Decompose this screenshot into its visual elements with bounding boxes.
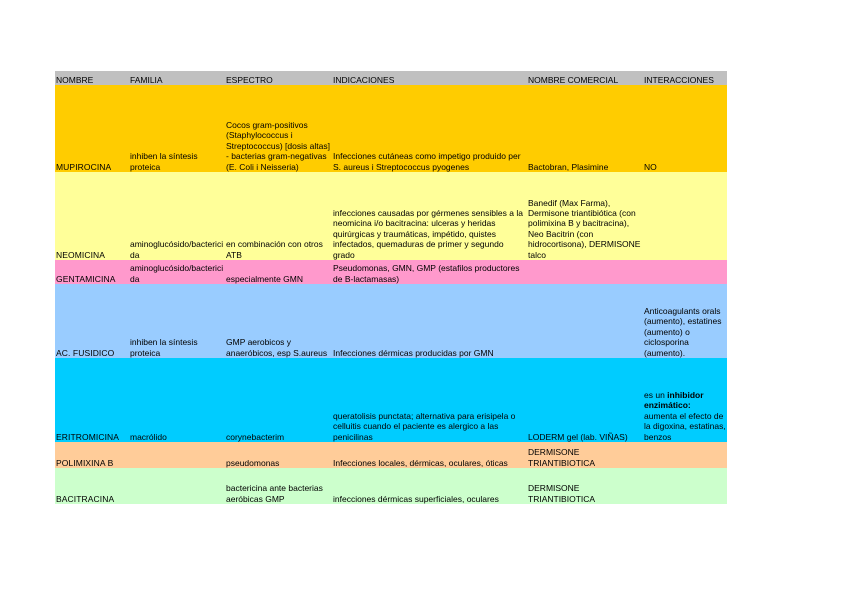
interacciones-bold: inhibidor enzimático: bbox=[644, 389, 704, 411]
cell-nombre-comercial bbox=[527, 260, 643, 284]
header-nombre: NOMBRE bbox=[55, 71, 129, 85]
cell-interacciones: NO bbox=[644, 161, 657, 172]
cell-espectro: en combinación con otros ATB bbox=[226, 239, 323, 260]
table-row-mupirocina bbox=[55, 85, 727, 172]
table-row-eritromicina bbox=[55, 358, 727, 442]
cell-indicaciones: queratolisis punctata; alternativa para erisipela o celluitis cuando el paciente es alergico a las penicilinas bbox=[333, 410, 516, 442]
cell-familia bbox=[129, 468, 225, 504]
cell-indicaciones: Infecciones dérmicas producidas por GMN bbox=[333, 347, 494, 358]
cell-familia: aminoglucósido/bactericida bbox=[130, 263, 224, 284]
header-indicaciones: INDICACIONES bbox=[332, 71, 527, 85]
header-familia: FAMILIA bbox=[129, 71, 225, 85]
cell-nombre: NEOMICINA bbox=[56, 249, 106, 260]
cell-indicaciones: Infecciones cutáneas como impetigo produido per S. aureus i Streptococcus pyogenes bbox=[333, 151, 521, 172]
cell-nombre: ERITROMICINA bbox=[56, 431, 120, 442]
antibiotics-table bbox=[55, 71, 727, 504]
cell-nombre-comercial bbox=[527, 284, 643, 358]
header-interacciones: INTERACCIONES bbox=[643, 71, 727, 85]
table-row-neomicina bbox=[55, 172, 727, 260]
table-row-polimixina-b bbox=[55, 442, 727, 468]
header-nombre-comercial: NOMBRE COMERCIAL bbox=[527, 71, 643, 85]
cell-espectro: pseudomonas bbox=[226, 457, 280, 468]
cell-interacciones bbox=[643, 172, 727, 260]
cell-nombre-comercial: Banedif (Max Farma), Dermisone triantibiótica (con polimixina B y bacitracina), Neo Bacitrin (con hidrocortisona), DERMISONE talco bbox=[528, 197, 641, 260]
cell-nombre: AC. FUSIDICO bbox=[56, 347, 115, 358]
cell-familia: aminoglucósido/bactericida bbox=[130, 239, 224, 260]
header-row bbox=[55, 71, 727, 85]
cell-interacciones bbox=[643, 442, 727, 468]
cell-indicaciones: infecciones causadas por gérmenes sensibles a la neomicina i/o bacitracina: ulceras y heridas quirúrgicas y traumáticas, impétido, quistes infectados, quemaduras de primer y segundo grado bbox=[333, 207, 523, 260]
cell-nombre-comercial: DERMISONE TRIANTIBIOTICA bbox=[528, 447, 596, 468]
cell-espectro: corynebacterim bbox=[226, 431, 285, 442]
cell-interacciones: Anticoagulants orals (aumento), estatines (aumento) o ciclosporina (aumento). bbox=[644, 305, 722, 358]
table-row-ac-fusidico bbox=[55, 284, 727, 358]
cell-nombre-comercial: DERMISONE TRIANTIBIOTICA bbox=[528, 483, 596, 504]
cell-espectro: Cocos gram-positivos (Staphylococcus i Streptococcus) [dosis altas] - bacterias gram-negativas (E. Coli i Neisseria) bbox=[226, 119, 330, 172]
cell-familia bbox=[129, 442, 225, 468]
cell-interacciones bbox=[643, 260, 727, 284]
table-row-gentamicina bbox=[55, 260, 727, 284]
cell-familia: macrólido bbox=[130, 431, 167, 442]
cell-nombre-comercial: LODERM gel (lab. VIÑAS) bbox=[528, 431, 628, 442]
cell-interacciones bbox=[643, 468, 727, 504]
cell-indicaciones: Pseudomonas, GMN, GMP (estafilos productores de B-lactamasas) bbox=[333, 263, 520, 284]
cell-nombre: POLIMIXINA B bbox=[56, 457, 114, 468]
cell-familia: inhiben la síntesis proteica bbox=[130, 337, 198, 358]
table-row-bacitracina bbox=[55, 468, 727, 504]
interacciones-text: aumenta el efecto de la digoxina, estatinas, benzos bbox=[644, 410, 726, 442]
cell-espectro: GMP aerobicos y anaeróbicos, esp S.aureus bbox=[226, 337, 328, 358]
cell-espectro: especialmente GMN bbox=[226, 273, 304, 284]
interacciones-prefix: es un bbox=[644, 389, 668, 400]
cell-nombre: GENTAMICINA bbox=[56, 273, 116, 284]
cell-nombre-comercial: Bactobran, Plasimine bbox=[528, 161, 609, 172]
header-espectro: ESPECTRO bbox=[225, 71, 332, 85]
cell-interacciones bbox=[643, 358, 727, 442]
cell-indicaciones: infecciones dérmicas superficiales, oculares bbox=[333, 493, 499, 504]
cell-familia: inhiben la síntesis proteica bbox=[130, 151, 198, 172]
cell-nombre: BACITRACINA bbox=[56, 493, 115, 504]
cell-espectro: bactericina ante bacterias aeróbicas GMP bbox=[226, 483, 323, 504]
cell-indicaciones: Infecciones locales, dérmicas, oculares, óticas bbox=[333, 457, 508, 468]
cell-nombre: MUPIROCINA bbox=[56, 161, 112, 172]
